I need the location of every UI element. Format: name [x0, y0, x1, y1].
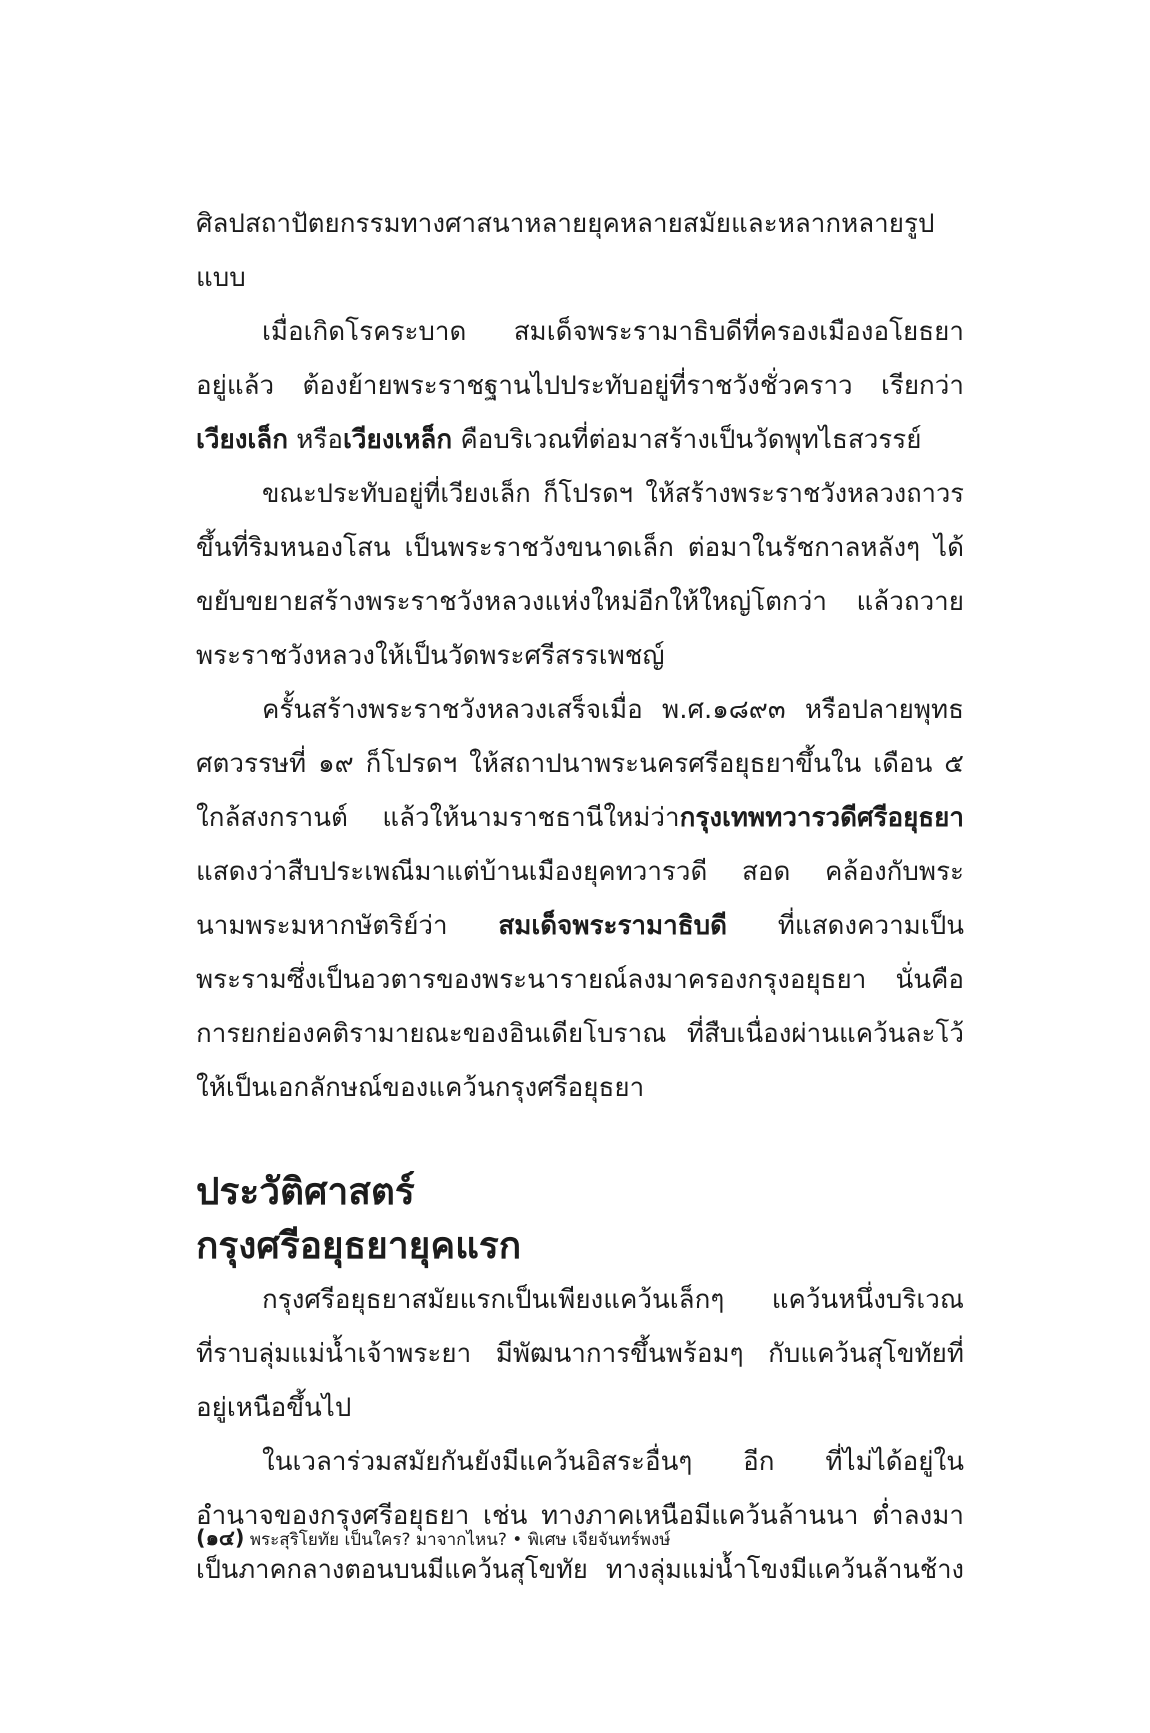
bold-term: เวียงเล็ก — [196, 425, 288, 455]
text-line: พระรามซึ่งเป็นอวตารของพระนารายณ์ลงมาครองกรุงอยุธยา นั่นคือ — [196, 965, 964, 995]
section-gap — [196, 1115, 964, 1165]
text-line: ขยับขยายสร้างพระราชวังหลวงแห่งใหม่อีกให้ใหญ่โตกว่า แล้วถวาย — [196, 587, 964, 617]
text-line: ครั้นสร้างพระราชวังหลวงเสร็จเมื่อ พ.ศ.๑๘๙๓ หรือปลายพุทธ — [262, 695, 964, 725]
text-line: ขณะประทับอยู่ที่เวียงเล็ก ก็โปรดฯ ให้สร้างพระราชวังหลวงถาวร — [262, 479, 964, 509]
text-span: คือบริเวณที่ต่อมาสร้างเป็นวัดพุทไธสวรรย์ — [452, 425, 922, 455]
bold-term: สมเด็จพระรามาธิบดี — [498, 911, 728, 941]
paragraph — [196, 1273, 964, 1435]
text-line: การยกย่องคติรามายณะของอินเดียโบราณ ที่สืบเนื่องผ่านแคว้นละโว้ — [196, 1019, 964, 1049]
text-line: แสดงว่าสืบประเพณีมาแต่บ้านเมืองยุคทวารวดี สอด คล้องกับพระ — [196, 857, 964, 887]
text-line — [196, 413, 964, 467]
paragraph — [196, 305, 964, 467]
text-line: ในเวลาร่วมสมัยกันยังมีแคว้นอิสระอื่นๆ อีก ที่ไม่ได้อยู่ใน — [262, 1447, 964, 1477]
text-line: กรุงศรีอยุธยาสมัยแรกเป็นเพียงแคว้นเล็กๆ แคว้นหนึ่งบริเวณ — [262, 1285, 964, 1315]
paragraph — [196, 683, 964, 1115]
text-line: อำนาจของกรุงศรีอยุธยา เช่น ทางภาคเหนือมีแคว้นล้านนา ต่ำลงมา — [196, 1501, 964, 1531]
heading-line: กรุงศรีอยุธยายุคแรก — [196, 1224, 522, 1267]
text-line: แบบ — [196, 263, 246, 293]
bold-term: กรุงเทพทวารวดีศรีอยุธยา — [679, 803, 964, 833]
text-line: ที่ราบลุ่มแม่น้ำเจ้าพระยา มีพัฒนาการขึ้นพร้อมๆ กับแคว้นสุโขทัยที่ — [196, 1339, 964, 1369]
text-line: ขึ้นที่ริมหนองโสน เป็นพระราชวังขนาดเล็ก ต่อมาในรัชกาลหลังๆ ได้ — [196, 533, 964, 563]
text-line: เมื่อเกิดโรคระบาด สมเด็จพระรามาธิบดีที่ครองเมืองอโยธยา — [262, 317, 964, 347]
text-line: อยู่แล้ว ต้องย้ายพระราชฐานไปประทับอยู่ที่ราชวังชั่วคราว เรียกว่า — [196, 371, 964, 401]
text-span: ใกล้สงกรานต์ แล้วให้นามราชธานีใหม่ว่า — [196, 803, 680, 833]
text-line: ศตวรรษที่ ๑๙ ก็โปรดฯ ให้สถาปนาพระนครศรีอยุธยาขึ้นใน เดือน ๕ — [196, 749, 964, 779]
text-span: นามพระมหากษัตริย์ว่า — [196, 911, 499, 941]
text-line: ให้เป็นเอกลักษณ์ของแคว้นกรุงศรีอยุธยา — [196, 1073, 645, 1103]
text-line — [196, 899, 964, 953]
section-heading — [196, 1165, 964, 1273]
running-footer: พระสุริโยทัย เป็นใคร? มาจากไหน? • พิเศษ เจียจันทร์พงษ์ — [244, 1530, 671, 1550]
text-span: หรือ — [287, 425, 343, 455]
text-line: พระราชวังหลวงให้เป็นวัดพระศรีสรรเพชญ์ — [196, 641, 665, 671]
text-line — [196, 791, 964, 845]
body-text — [196, 197, 964, 1597]
text-line: ศิลปสถาปัตยกรรมทางศาสนาหลายยุคหลายสมัยและหลากหลายรูป — [196, 209, 935, 239]
paragraph — [196, 1435, 964, 1597]
text-line: เป็นภาคกลางตอนบนมีแคว้นสุโขทัย ทางลุ่มแม่น้ำโขงมีแคว้นล้านช้าง — [196, 1555, 964, 1585]
bold-term: เวียงเหล็ก — [342, 425, 453, 455]
text-span: ที่แสดงความเป็น — [727, 911, 964, 941]
paragraph — [196, 197, 964, 305]
page-footer — [196, 1522, 670, 1555]
heading-line: ประวัติศาสตร์ — [196, 1170, 415, 1213]
text-line: อยู่เหนือขึ้นไป — [196, 1393, 352, 1423]
paragraph — [196, 467, 964, 683]
page-number: (๑๔) — [196, 1526, 245, 1550]
